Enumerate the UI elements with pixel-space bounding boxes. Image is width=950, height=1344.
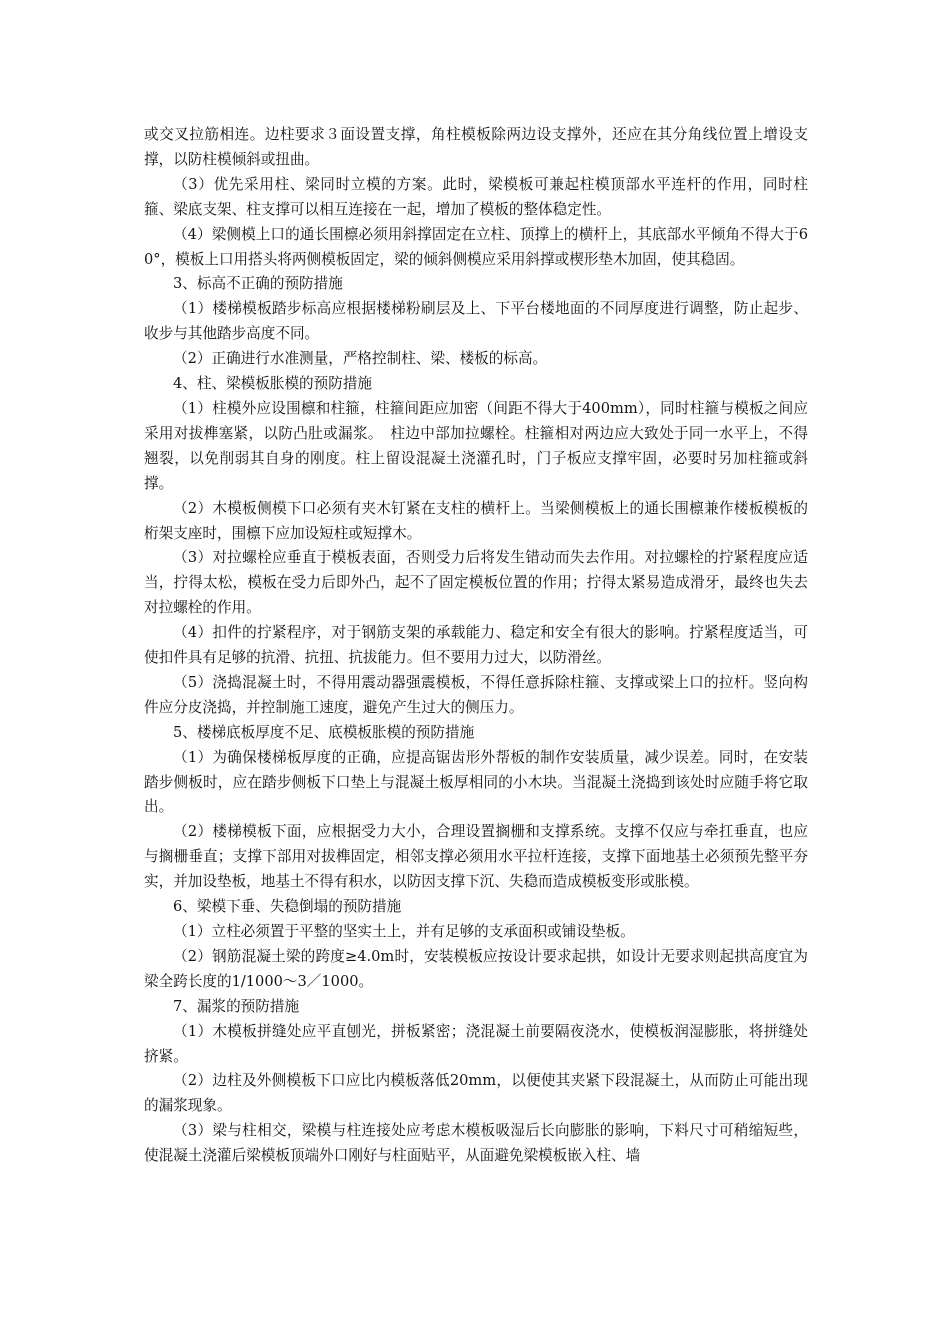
paragraph: （3）优先采用柱、梁同时立模的方案。此时，梁模板可兼起柱模顶部水平连杆的作用，同时柱箍、梁底支架、柱支撑可以相互连接在一起，增加了模板的整体稳定性。 <box>144 175 808 218</box>
paragraph: （1）立柱必须置于平整的坚实土上，并有足够的支承面积或铺设垫板。 <box>173 923 635 940</box>
section-heading: 4、柱、梁模板胀模的预防措施 <box>173 375 373 393</box>
paragraph: （1）为确保楼梯板厚度的正确，应提高锯齿形外帮板的制作安装质量，减少误差。同时，在安装踏步侧板时，应在踏步侧板下口垫上与混凝土板厚相同的小木块。当混凝土浇捣到该处时应随手将它取出。 <box>144 748 808 816</box>
paragraph: （1）木模板拼缝处应平直刨光，拼板紧密；浇混凝土前要隔夜浇水，使模板润湿膨胀，将拼缝处挤紧。 <box>144 1022 808 1065</box>
section-heading: 3、标高不正确的预防措施 <box>173 275 343 293</box>
paragraph: （4）扣件的拧紧程序，对于钢筋支架的承载能力、稳定和安全有很大的影响。拧紧程度适当，可使扣件具有足够的抗滑、抗扭、抗拔能力。但不要用力过大，以防滑丝。 <box>144 624 808 667</box>
section-heading: 7、漏浆的预防措施 <box>173 997 300 1015</box>
paragraph: （2）钢筋混凝土梁的跨度≥4.0m时，安装模板应按设计要求起拱，如设计无要求则起拱高度宜为梁全跨长度的1/1000～3／1000。 <box>144 947 808 990</box>
document-body <box>144 123 808 1169</box>
paragraph: （5）浇捣混凝土时，不得用震动器强震模板，不得任意拆除柱箍、支撑或梁上口的拉杆。竖向构件应分皮浇捣，并控制施工速度，避免产生过大的侧压力。 <box>144 673 808 716</box>
section-heading: 6、梁模下垂、失稳倒塌的预防措施 <box>173 898 402 916</box>
paragraph: 或交叉拉筋相连。边柱要求３面设置支撑，角柱模板除两边设支撑外，还应在其分角线位置上增设支撑，以防柱模倾斜或扭曲。 <box>144 126 808 168</box>
paragraph: （4）梁侧模上口的通长围檩必须用斜撑固定在立柱、顶撑上的横杆上，其底部水平倾角不得大于60°，模板上口用搭头将两侧模板固定，梁的倾斜侧模应采用斜撑或楔形垫木加固，使其稳固。 <box>144 225 808 268</box>
paragraph: （3）梁与柱相交，梁模与柱连接处应考虑木模板吸湿后长向膨胀的影响，下料尺寸可稍缩短些，使混凝土浇灌后梁模板顶端外口刚好与柱面贴平，从面避免梁模板嵌入柱、墙 <box>144 1122 808 1165</box>
paragraph: （2）边柱及外侧模板下口应比内模板落低20mm，以便使其夹紧下段混凝土，从而防止可能出现的漏浆现象。 <box>144 1072 808 1115</box>
paragraph: （2）楼梯模板下面，应根据受力大小，合理设置搁栅和支撑系统。支撑不仅应与牵扛垂直，也应与搁栅垂直；支撑下部用对拔榫固定，相邻支撑必须用水平拉杆连接，支撑下面地基土必须预先整平夯实，并加设垫板，地基土不得有积水，以防因支撑下沉、失稳而造成模板变形或胀模。 <box>144 823 808 891</box>
paragraph: （3）对拉螺栓应垂直于模板表面，否则受力后将发生错动而失去作用。对拉螺栓的拧紧程度应适当，拧得太松，模板在受力后即外凸，起不了固定模板位置的作用；拧得太紧易造成滑牙，最终也失去对拉螺栓的作用。 <box>144 549 808 617</box>
paragraph: （1）柱模外应设围檩和柱箍，柱箍间距应加密（间距不得大于400mm），同时柱箍与模板之间应采用对拔榫塞紧，以防凸肚或漏浆。 柱边中部加拉螺栓。柱箍相对两边应大致处于同一水平上，不得翘裂，以免削弱其自身的刚度。柱上留设混凝土浇灌孔时，门子板应支撑牢固，必要时另加柱箍或斜撑。 <box>144 399 808 492</box>
paragraph: （2）木模板侧模下口必须有夹木钉紧在支柱的横杆上。当梁侧模板上的通长围檩兼作楼板模板的桁架支座时，围檩下应加设短柱或短撑木。 <box>144 499 808 542</box>
section-heading: 5、楼梯底板厚度不足、底模板胀模的预防措施 <box>173 723 475 741</box>
paragraph: （2）正确进行水准测量，严格控制柱、梁、楼板的标高。 <box>173 350 548 368</box>
paragraph: （1）楼梯模板踏步标高应根据楼梯粉刷层及上、下平台楼地面的不同厚度进行调整，防止起步、收步与其他踏步高度不同。 <box>144 300 808 343</box>
